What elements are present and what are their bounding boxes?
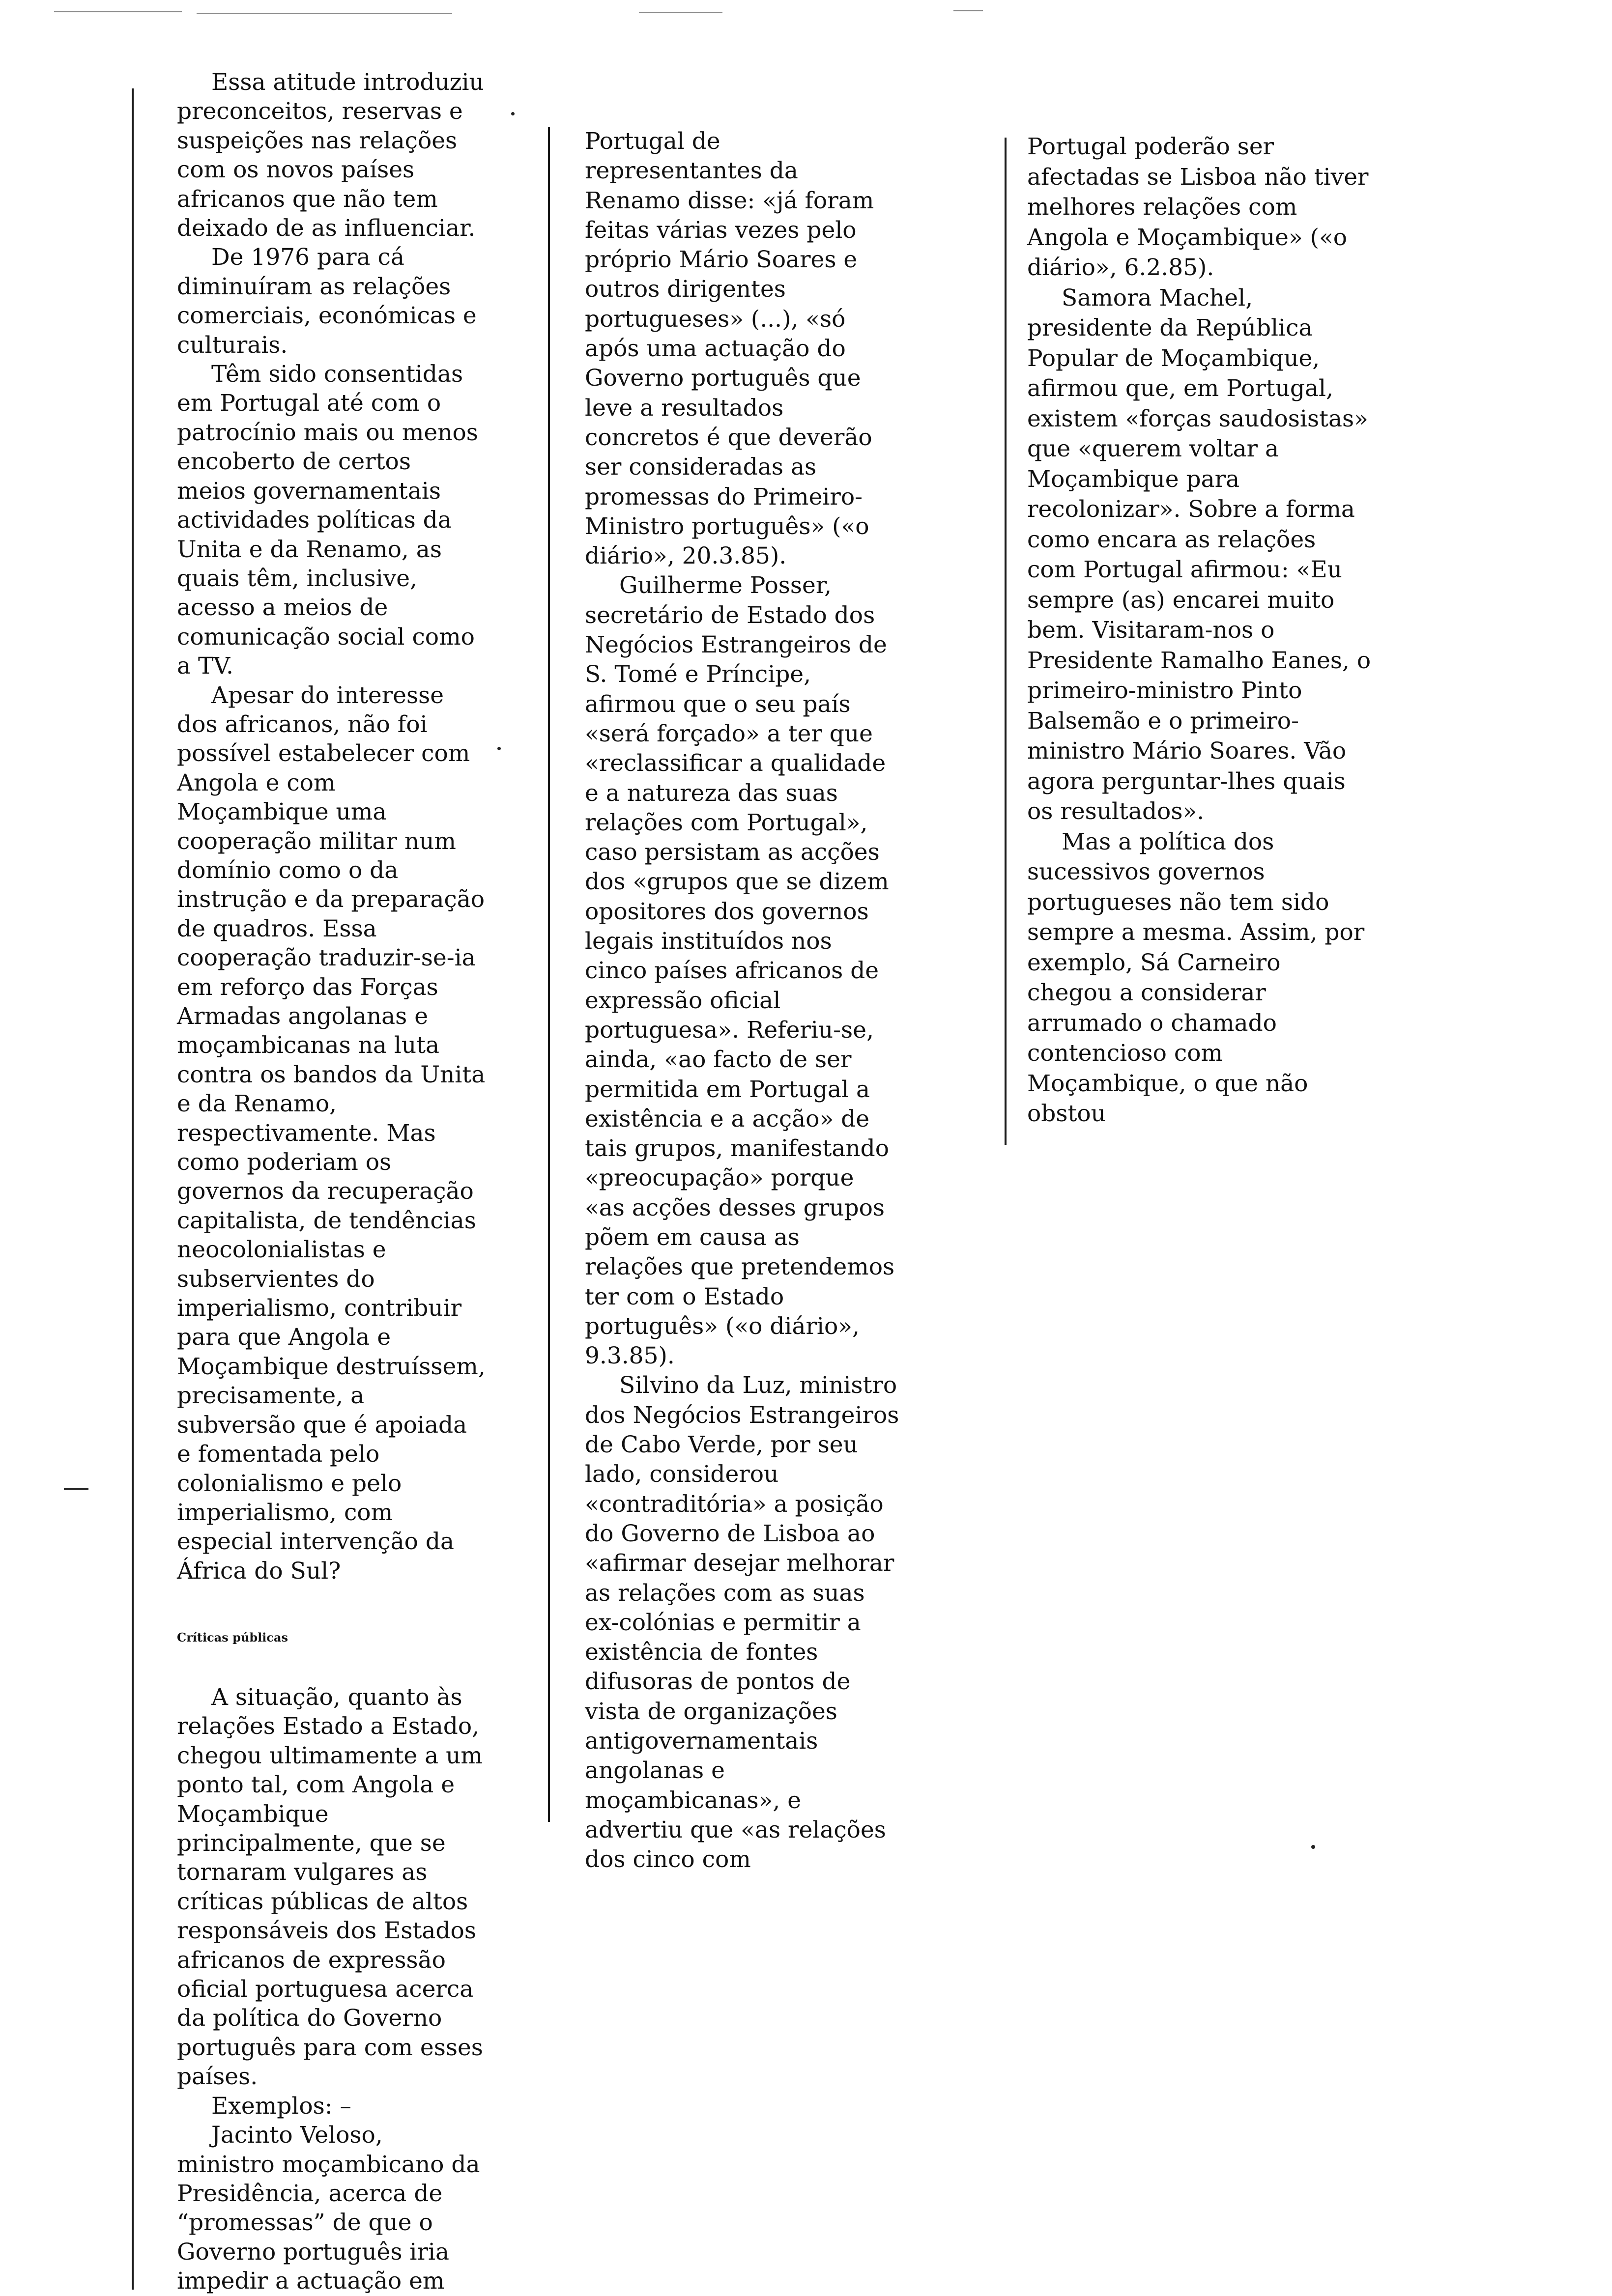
paragraph: Guilherme Posser, secretário de Estado dos Negócios Estrangeiros de S. Tomé e Príncipe, afirmou que o seu país «será forçado» a ter que «reclassificar a qualidade e a natureza das suas relações com Portugal», caso persistam as acções dos «grupos que se dizem opositores dos governos legais instituídos nos cinco países africanos de expressão oficial portuguesa». Referiu-se, ainda, «ao facto de ser permitida em Portugal a existência e a acção» de tais grupos, manifestando «preocupação» porque «as acções desses grupos põem em causa as relações que pretendemos ter com o Estado português» («o diário», 9.3.85). xyxy=(585,572,895,1370)
paragraph: A situação, quanto às relações Estado a Estado, chegou ultimamente a um ponto tal, com Angola e Moçambique principalmente, que se tornaram vulgares as críticas públicas de altos responsáveis dos Estados africanos de expressão oficial portuguesa acerca da política do Governo português para com esses países. xyxy=(177,1684,483,2091)
paragraph: Têm sido consentidas em Portugal até com o patrocínio mais ou menos encoberto de certos meios governamentais actividades políticas da Unita e da Renamo, as quais têm, inclusive, acesso a meios de comunicação social como a TV. xyxy=(177,361,478,680)
paragraph: Apesar do interesse dos africanos, não foi possível estabelecer com Angola e com Moçambique uma cooperação militar num domínio como o da instrução e da preparação de quadros. Essa cooperação traduzir-se-ia em reforço das Forças Armadas angolanas e moçambicanas na luta contra os bandos da Unita e da Renamo, respectivamente. Mas como poderiam os governos da recuperação capitalista, de tendências neocolonialistas e subservientes do imperialismo, contribuir para que Angola e Moçambique destruíssem, precisamente, a subversão que é apoiada e fomentada pelo colonialismo e pelo imperialismo, com especial intervenção da África do Sul? xyxy=(177,681,486,1585)
paragraph: Jacinto Veloso, ministro moçambicano da Presidência, acerca de “promessas” de que o Governo português iria impedir a actuação em xyxy=(177,2122,480,2295)
scan-edge-line xyxy=(54,11,182,12)
paragraph: Portugal poderão ser afectadas se Lisboa não tiver melhores relações com Angola e Moçambique» («o diário», 6.2.85). xyxy=(1027,133,1369,281)
scan-dash xyxy=(64,1488,88,1490)
paragraph: Silvino da Luz, ministro dos Negócios Estrangeiros de Cabo Verde, por seu lado, considerou «contraditória» a posição do Governo de Lisboa ao «afirmar desejar melhorar as relações com as suas ex-colónias e permitir a existência de fontes difusoras de pontos de vista de organizações antigovernamentais angolanas e moçambicanas», e advertiu que «as relações dos cinco com xyxy=(585,1372,899,1873)
scan-edge-line xyxy=(197,13,452,14)
scan-edge-line xyxy=(953,10,983,11)
article-column-1 xyxy=(177,68,487,1586)
column-rule-left xyxy=(132,88,134,2290)
section-heading: Críticas públicas xyxy=(177,1630,288,1644)
paragraph: De 1976 para cá diminuíram as relações comerciais, económicas e culturais. xyxy=(177,244,477,359)
article-column-2 xyxy=(585,127,899,1875)
paragraph: Exemplos: – xyxy=(211,2092,352,2120)
paragraph: Essa atitude introduziu preconceitos, reservas e suspeições nas relações com os novos países africanos que não tem deixado de as influenciar. xyxy=(177,69,484,242)
column-rule-right xyxy=(1005,138,1007,1145)
column-rule-middle xyxy=(548,127,550,1822)
paragraph: Portugal de representantes da Renamo disse: «já foram feitas várias vezes pelo próprio Mário Soares e outros dirigentes portugueses» (...), «só após uma actuação do Governo português que leve a resultados concretos é que deverão ser consideradas as promessas do Primeiro-Ministro português» («o diário», 20.3.85). xyxy=(585,128,874,570)
scan-speck xyxy=(497,747,501,750)
section-heading-wrap xyxy=(177,1620,487,1654)
scan-edge-line xyxy=(639,12,722,13)
scan-speck xyxy=(511,112,515,115)
paragraph: Samora Machel, presidente da República Popular de Moçambique, afirmou que, em Portugal, existem «forças saudosistas» que «querem voltar a Moçambique para recolonizar». Sobre a forma como encara as relações com Portugal afirmou: «Eu sempre (as) encarei muito bem. Visitaram-nos o Presidente Ramalho Eanes, o primeiro-ministro Pinto Balsemão e o primeiro-ministro Mário Soares. Vão agora perguntar-lhes quais os resultados». xyxy=(1027,284,1371,825)
paragraph: Mas a política dos sucessivos governos portugueses não tem sido sempre a mesma. Assim, por exemplo, Sá Carneiro chegou a considerar arrumado o chamado contencioso com Moçambique, o que não obstou xyxy=(1027,828,1365,1127)
article-column-1-continued xyxy=(177,1683,487,2296)
article-column-3 xyxy=(1027,132,1371,1129)
scan-speck xyxy=(1311,1845,1315,1849)
